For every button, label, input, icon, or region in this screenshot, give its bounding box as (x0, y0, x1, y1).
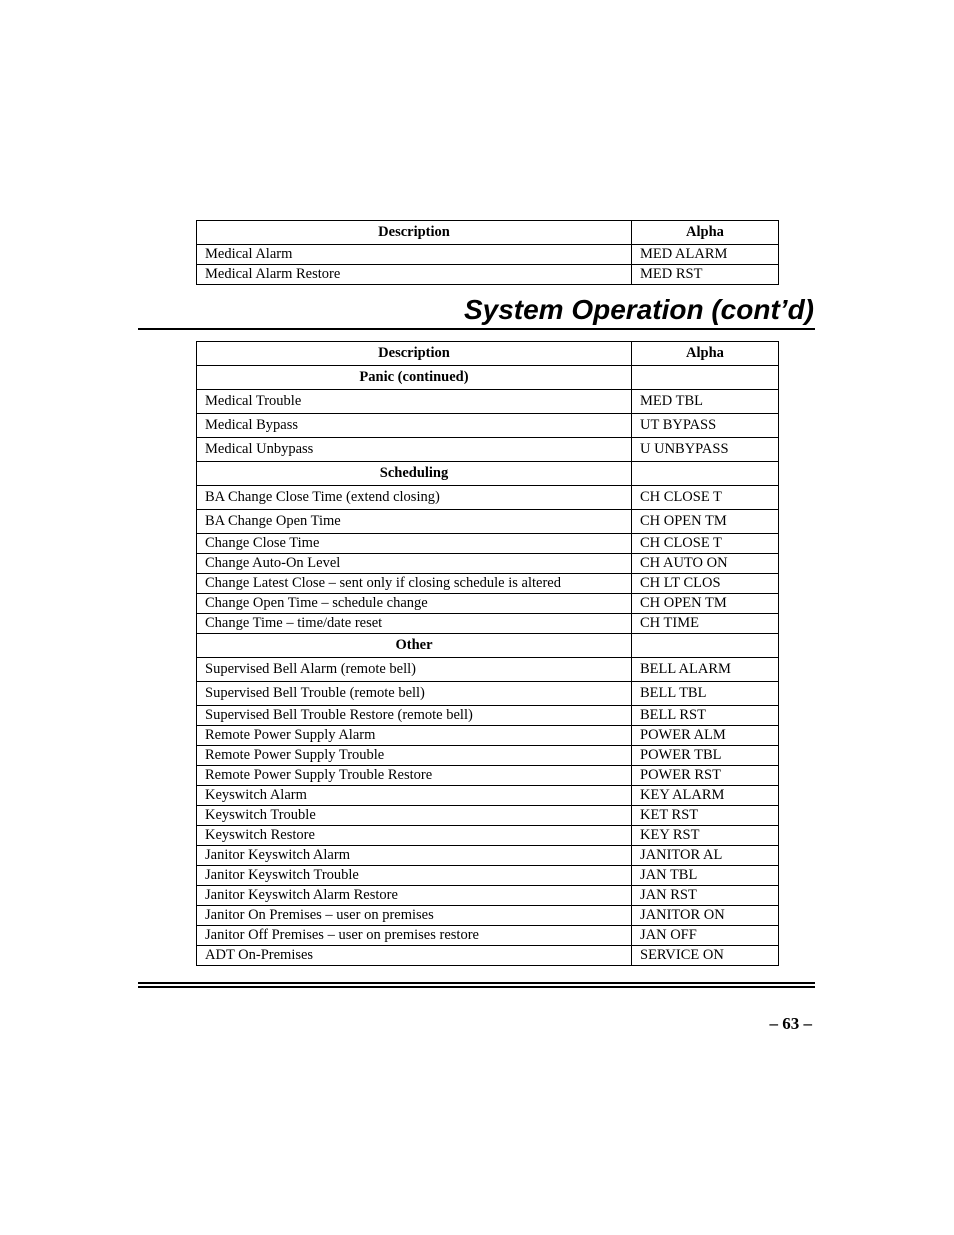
table-row (197, 438, 779, 462)
description-cell: Janitor Keyswitch Alarm (197, 846, 632, 866)
alpha-cell: CH TIME (632, 614, 779, 634)
description-cell: Change Close Time (197, 534, 632, 554)
description-cell: ADT On-Premises (197, 946, 632, 966)
alpha-header: Alpha (632, 221, 779, 245)
description-cell: Keyswitch Restore (197, 826, 632, 846)
table-row (197, 682, 779, 706)
alpha-cell: SERVICE ON (632, 946, 779, 966)
table-row (197, 510, 779, 534)
table-row (197, 766, 779, 786)
table-row (197, 706, 779, 726)
main-table (196, 341, 779, 966)
table-row (197, 574, 779, 594)
description-cell: Medical Bypass (197, 414, 632, 438)
section-row (197, 634, 779, 658)
table-row (197, 265, 779, 285)
table-row (197, 390, 779, 414)
description-cell: Change Time – time/date reset (197, 614, 632, 634)
table-row (197, 594, 779, 614)
description-cell: Supervised Bell Trouble Restore (remote bell) (197, 706, 632, 726)
section-heading: Panic (continued) (197, 366, 632, 390)
alpha-cell: KET RST (632, 806, 779, 826)
description-cell: Change Open Time – schedule change (197, 594, 632, 614)
description-cell: Change Latest Close – sent only if closing schedule is altered (197, 574, 632, 594)
top-table (196, 220, 779, 285)
table-row (197, 486, 779, 510)
alpha-cell: BELL TBL (632, 682, 779, 706)
table-row (197, 886, 779, 906)
description-cell: Remote Power Supply Trouble (197, 746, 632, 766)
page-title: System Operation (cont’d) (463, 294, 814, 325)
table-row (197, 614, 779, 634)
description-cell: Remote Power Supply Alarm (197, 726, 632, 746)
alpha-cell: JAN RST (632, 886, 779, 906)
alpha-cell (632, 366, 779, 390)
description-cell: Medical Alarm (197, 245, 632, 265)
table-row (197, 906, 779, 926)
table-row (197, 414, 779, 438)
table-row (197, 846, 779, 866)
table-row (197, 554, 779, 574)
title-rule (138, 328, 815, 330)
table-row (197, 534, 779, 554)
description-cell: Medical Trouble (197, 390, 632, 414)
alpha-cell: POWER ALM (632, 726, 779, 746)
footer-rule-top (138, 982, 815, 984)
description-cell: BA Change Open Time (197, 510, 632, 534)
description-cell: Change Auto-On Level (197, 554, 632, 574)
description-cell: Janitor Off Premises – user on premises restore (197, 926, 632, 946)
table-row (197, 946, 779, 966)
alpha-header: Alpha (632, 342, 779, 366)
section-heading: Scheduling (197, 462, 632, 486)
alpha-cell: KEY RST (632, 826, 779, 846)
section-row (197, 462, 779, 486)
alpha-cell: POWER RST (632, 766, 779, 786)
alpha-cell: BELL ALARM (632, 658, 779, 682)
header-row (197, 221, 779, 245)
table-row (197, 658, 779, 682)
alpha-cell: JAN TBL (632, 866, 779, 886)
page-number: – 63 – (769, 1014, 812, 1033)
alpha-cell: BELL RST (632, 706, 779, 726)
alpha-cell: POWER TBL (632, 746, 779, 766)
alpha-cell: MED RST (632, 265, 779, 285)
description-cell: Remote Power Supply Trouble Restore (197, 766, 632, 786)
alpha-cell: CH OPEN TM (632, 594, 779, 614)
description-cell: Janitor Keyswitch Trouble (197, 866, 632, 886)
table-row (197, 786, 779, 806)
description-cell: Medical Unbypass (197, 438, 632, 462)
alpha-cell: JANITOR AL (632, 846, 779, 866)
description-cell: BA Change Close Time (extend closing) (197, 486, 632, 510)
description-header: Description (197, 342, 632, 366)
description-cell: Supervised Bell Alarm (remote bell) (197, 658, 632, 682)
description-header: Description (197, 221, 632, 245)
description-cell: Janitor On Premises – user on premises (197, 906, 632, 926)
alpha-cell: UT BYPASS (632, 414, 779, 438)
description-cell: Janitor Keyswitch Alarm Restore (197, 886, 632, 906)
table-row (197, 826, 779, 846)
alpha-cell: KEY ALARM (632, 786, 779, 806)
table-row (197, 866, 779, 886)
section-row (197, 366, 779, 390)
alpha-cell: U UNBYPASS (632, 438, 779, 462)
alpha-cell: CH AUTO ON (632, 554, 779, 574)
description-cell: Keyswitch Alarm (197, 786, 632, 806)
description-cell: Supervised Bell Trouble (remote bell) (197, 682, 632, 706)
alpha-cell: MED TBL (632, 390, 779, 414)
table-row (197, 245, 779, 265)
table-row (197, 726, 779, 746)
footer-rule-bottom (138, 986, 815, 988)
header-row (197, 342, 779, 366)
alpha-cell (632, 634, 779, 658)
alpha-cell: JAN OFF (632, 926, 779, 946)
alpha-cell: MED ALARM (632, 245, 779, 265)
alpha-cell: JANITOR ON (632, 906, 779, 926)
alpha-cell: CH OPEN TM (632, 510, 779, 534)
section-heading: Other (197, 634, 632, 658)
alpha-cell: CH CLOSE T (632, 534, 779, 554)
table-row (197, 746, 779, 766)
description-cell: Keyswitch Trouble (197, 806, 632, 826)
table-row (197, 926, 779, 946)
alpha-cell (632, 462, 779, 486)
alpha-cell: CH CLOSE T (632, 486, 779, 510)
description-cell: Medical Alarm Restore (197, 265, 632, 285)
alpha-cell: CH LT CLOS (632, 574, 779, 594)
table-row (197, 806, 779, 826)
